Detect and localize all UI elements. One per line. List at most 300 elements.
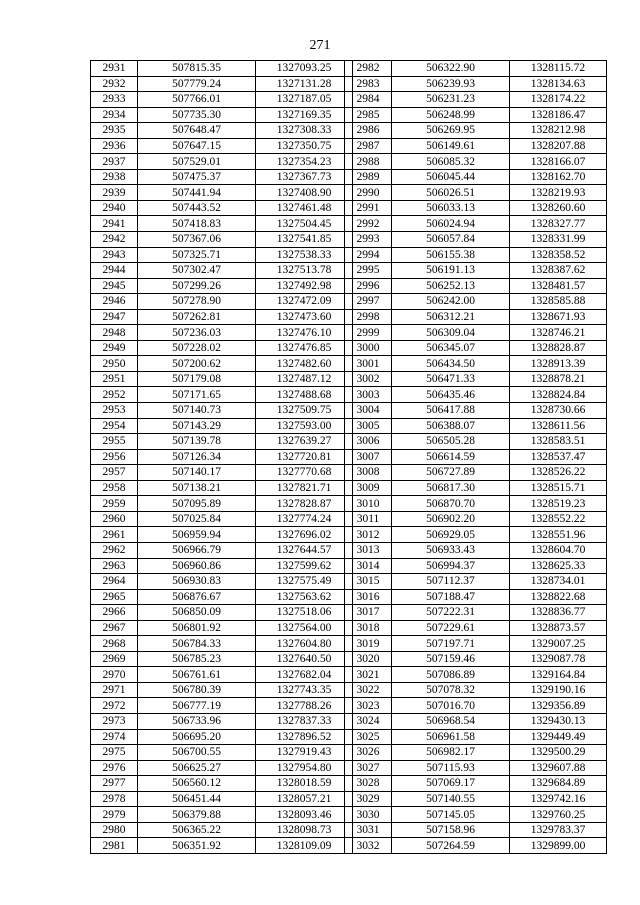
table-row xyxy=(91,636,353,652)
table-row xyxy=(91,216,353,232)
table-row xyxy=(91,371,353,387)
table-row xyxy=(91,558,353,574)
x-coordinate-cell: 506239.93 xyxy=(392,76,510,92)
point-number-cell: 2962 xyxy=(91,542,138,558)
table-row xyxy=(91,200,353,216)
y-coordinate-cell: 1328515.71 xyxy=(510,480,607,496)
table-row xyxy=(345,169,607,185)
table-row xyxy=(91,465,353,481)
table-row xyxy=(91,527,353,543)
y-coordinate-cell: 1328260.60 xyxy=(510,200,607,216)
table-row xyxy=(91,76,353,92)
x-coordinate-cell: 506471.33 xyxy=(392,371,510,387)
y-coordinate-cell: 1327518.06 xyxy=(256,605,353,621)
table-row xyxy=(345,682,607,698)
table-row xyxy=(91,511,353,527)
y-coordinate-cell: 1327821.71 xyxy=(256,480,353,496)
y-coordinate-cell: 1329007.25 xyxy=(510,636,607,652)
y-coordinate-cell: 1327350.75 xyxy=(256,138,353,154)
y-coordinate-cell: 1328166.07 xyxy=(510,154,607,170)
point-number-cell: 2973 xyxy=(91,713,138,729)
x-coordinate-cell: 507200.62 xyxy=(138,356,256,372)
y-coordinate-cell: 1328671.93 xyxy=(510,309,607,325)
table-row xyxy=(345,418,607,434)
x-coordinate-cell: 506312.21 xyxy=(392,309,510,325)
x-coordinate-cell: 507078.32 xyxy=(392,682,510,698)
x-coordinate-cell: 506149.61 xyxy=(392,138,510,154)
point-number-cell: 2959 xyxy=(91,496,138,512)
table-row xyxy=(91,263,353,279)
y-coordinate-cell: 1327788.26 xyxy=(256,698,353,714)
point-number-cell: 2987 xyxy=(345,138,392,154)
x-coordinate-cell: 506933.43 xyxy=(392,542,510,558)
y-coordinate-cell: 1329356.89 xyxy=(510,698,607,714)
y-coordinate-cell: 1329742.16 xyxy=(510,791,607,807)
coordinates-table-left xyxy=(90,60,353,854)
x-coordinate-cell: 506982.17 xyxy=(392,745,510,761)
y-coordinate-cell: 1329500.29 xyxy=(510,745,607,761)
point-number-cell: 3008 xyxy=(345,465,392,481)
table-row xyxy=(91,232,353,248)
y-coordinate-cell: 1328734.01 xyxy=(510,574,607,590)
x-coordinate-cell: 507302.47 xyxy=(138,263,256,279)
point-number-cell: 2981 xyxy=(91,838,138,854)
table-row xyxy=(345,605,607,621)
x-coordinate-cell: 507140.55 xyxy=(392,791,510,807)
x-coordinate-cell: 507443.52 xyxy=(138,200,256,216)
x-coordinate-cell: 507367.06 xyxy=(138,232,256,248)
x-coordinate-cell: 506024.94 xyxy=(392,216,510,232)
x-coordinate-cell: 507095.89 xyxy=(138,496,256,512)
y-coordinate-cell: 1327473.60 xyxy=(256,309,353,325)
point-number-cell: 2978 xyxy=(91,791,138,807)
point-number-cell: 2936 xyxy=(91,138,138,154)
point-number-cell: 3002 xyxy=(345,371,392,387)
x-coordinate-cell: 506959.94 xyxy=(138,527,256,543)
y-coordinate-cell: 1328481.57 xyxy=(510,278,607,294)
table-row xyxy=(91,138,353,154)
y-coordinate-cell: 1328018.59 xyxy=(256,776,353,792)
y-coordinate-cell: 1328358.52 xyxy=(510,247,607,263)
x-coordinate-cell: 506191.13 xyxy=(392,263,510,279)
table-row xyxy=(345,232,607,248)
point-number-cell: 2938 xyxy=(91,169,138,185)
x-coordinate-cell: 506817.30 xyxy=(392,480,510,496)
point-number-cell: 2992 xyxy=(345,216,392,232)
x-coordinate-cell: 507475.37 xyxy=(138,169,256,185)
table-row xyxy=(91,107,353,123)
table-row xyxy=(91,449,353,465)
x-coordinate-cell: 507766.01 xyxy=(138,92,256,108)
table-row xyxy=(345,527,607,543)
point-number-cell: 2979 xyxy=(91,807,138,823)
x-coordinate-cell: 506033.13 xyxy=(392,200,510,216)
y-coordinate-cell: 1327639.27 xyxy=(256,434,353,450)
y-coordinate-cell: 1327093.25 xyxy=(256,61,353,77)
point-number-cell: 3011 xyxy=(345,511,392,527)
y-coordinate-cell: 1327919.43 xyxy=(256,745,353,761)
x-coordinate-cell: 507086.89 xyxy=(392,667,510,683)
point-number-cell: 2982 xyxy=(345,61,392,77)
table-row xyxy=(91,247,353,263)
point-number-cell: 3001 xyxy=(345,356,392,372)
point-number-cell: 3021 xyxy=(345,667,392,683)
table-row xyxy=(91,356,353,372)
table-row xyxy=(91,154,353,170)
y-coordinate-cell: 1328552.22 xyxy=(510,511,607,527)
x-coordinate-cell: 507025.84 xyxy=(138,511,256,527)
x-coordinate-cell: 506417.88 xyxy=(392,403,510,419)
y-coordinate-cell: 1327575.49 xyxy=(256,574,353,590)
point-number-cell: 2983 xyxy=(345,76,392,92)
table-row xyxy=(91,480,353,496)
point-number-cell: 3027 xyxy=(345,760,392,776)
point-number-cell: 2991 xyxy=(345,200,392,216)
y-coordinate-cell: 1328537.47 xyxy=(510,449,607,465)
table-row xyxy=(345,822,607,838)
y-coordinate-cell: 1329449.49 xyxy=(510,729,607,745)
x-coordinate-cell: 507139.78 xyxy=(138,434,256,450)
x-coordinate-cell: 507299.26 xyxy=(138,278,256,294)
table-row xyxy=(345,667,607,683)
point-number-cell: 2945 xyxy=(91,278,138,294)
y-coordinate-cell: 1329783.37 xyxy=(510,822,607,838)
x-coordinate-cell: 507264.59 xyxy=(392,838,510,854)
table-row xyxy=(91,589,353,605)
y-coordinate-cell: 1328186.47 xyxy=(510,107,607,123)
point-number-cell: 3015 xyxy=(345,574,392,590)
point-number-cell: 2944 xyxy=(91,263,138,279)
y-coordinate-cell: 1327593.00 xyxy=(256,418,353,434)
x-coordinate-cell: 506727.89 xyxy=(392,465,510,481)
x-coordinate-cell: 506785.23 xyxy=(138,651,256,667)
table-row xyxy=(91,667,353,683)
point-number-cell: 3003 xyxy=(345,387,392,403)
x-coordinate-cell: 506870.70 xyxy=(392,496,510,512)
table-row xyxy=(91,434,353,450)
table-row xyxy=(345,791,607,807)
y-coordinate-cell: 1327367.73 xyxy=(256,169,353,185)
table-row xyxy=(345,511,607,527)
table-row xyxy=(91,61,353,77)
point-number-cell: 2994 xyxy=(345,247,392,263)
y-coordinate-cell: 1327482.60 xyxy=(256,356,353,372)
x-coordinate-cell: 507112.37 xyxy=(392,574,510,590)
table-row xyxy=(91,340,353,356)
table-row xyxy=(345,107,607,123)
y-coordinate-cell: 1327492.98 xyxy=(256,278,353,294)
table-row xyxy=(345,61,607,77)
table-row xyxy=(91,542,353,558)
x-coordinate-cell: 507229.61 xyxy=(392,620,510,636)
point-number-cell: 2935 xyxy=(91,123,138,139)
page-number: 271 xyxy=(309,38,331,53)
y-coordinate-cell: 1327599.62 xyxy=(256,558,353,574)
table-row xyxy=(345,729,607,745)
point-number-cell: 2998 xyxy=(345,309,392,325)
x-coordinate-cell: 507441.94 xyxy=(138,185,256,201)
table-body-left xyxy=(91,61,353,854)
y-coordinate-cell: 1328611.56 xyxy=(510,418,607,434)
point-number-cell: 3018 xyxy=(345,620,392,636)
table-row xyxy=(345,92,607,108)
x-coordinate-cell: 507126.34 xyxy=(138,449,256,465)
point-number-cell: 2949 xyxy=(91,340,138,356)
x-coordinate-cell: 506876.67 xyxy=(138,589,256,605)
point-number-cell: 2977 xyxy=(91,776,138,792)
x-coordinate-cell: 506801.92 xyxy=(138,620,256,636)
x-coordinate-cell: 507325.71 xyxy=(138,247,256,263)
table-row xyxy=(345,340,607,356)
y-coordinate-cell: 1328519.23 xyxy=(510,496,607,512)
table-row xyxy=(345,745,607,761)
point-number-cell: 2963 xyxy=(91,558,138,574)
y-coordinate-cell: 1328331.99 xyxy=(510,232,607,248)
point-number-cell: 3004 xyxy=(345,403,392,419)
x-coordinate-cell: 506345.07 xyxy=(392,340,510,356)
table-row xyxy=(91,651,353,667)
point-number-cell: 2956 xyxy=(91,449,138,465)
y-coordinate-cell: 1328583.51 xyxy=(510,434,607,450)
point-number-cell: 2960 xyxy=(91,511,138,527)
y-coordinate-cell: 1327896.52 xyxy=(256,729,353,745)
point-number-cell: 2954 xyxy=(91,418,138,434)
y-coordinate-cell: 1328109.09 xyxy=(256,838,353,854)
table-row xyxy=(91,822,353,838)
x-coordinate-cell: 506252.13 xyxy=(392,278,510,294)
y-coordinate-cell: 1328604.70 xyxy=(510,542,607,558)
x-coordinate-cell: 506850.09 xyxy=(138,605,256,621)
y-coordinate-cell: 1328387.62 xyxy=(510,263,607,279)
y-coordinate-cell: 1328093.46 xyxy=(256,807,353,823)
table-row xyxy=(345,356,607,372)
point-number-cell: 2955 xyxy=(91,434,138,450)
point-number-cell: 2941 xyxy=(91,216,138,232)
table-row xyxy=(345,200,607,216)
point-number-cell: 3028 xyxy=(345,776,392,792)
point-number-cell: 2939 xyxy=(91,185,138,201)
table-row xyxy=(345,589,607,605)
y-coordinate-cell: 1329087.78 xyxy=(510,651,607,667)
table-row xyxy=(91,185,353,201)
point-number-cell: 3023 xyxy=(345,698,392,714)
y-coordinate-cell: 1327954.80 xyxy=(256,760,353,776)
x-coordinate-cell: 506309.04 xyxy=(392,325,510,341)
table-row xyxy=(91,745,353,761)
point-number-cell: 3022 xyxy=(345,682,392,698)
x-coordinate-cell: 507179.08 xyxy=(138,371,256,387)
point-number-cell: 2972 xyxy=(91,698,138,714)
point-number-cell: 2986 xyxy=(345,123,392,139)
y-coordinate-cell: 1328913.39 xyxy=(510,356,607,372)
point-number-cell: 2999 xyxy=(345,325,392,341)
table-row xyxy=(91,791,353,807)
y-coordinate-cell: 1327564.00 xyxy=(256,620,353,636)
y-coordinate-cell: 1327538.33 xyxy=(256,247,353,263)
point-number-cell: 2943 xyxy=(91,247,138,263)
point-number-cell: 2947 xyxy=(91,309,138,325)
point-number-cell: 2990 xyxy=(345,185,392,201)
y-coordinate-cell: 1329684.89 xyxy=(510,776,607,792)
point-number-cell: 3019 xyxy=(345,636,392,652)
point-number-cell: 3010 xyxy=(345,496,392,512)
y-coordinate-cell: 1327563.62 xyxy=(256,589,353,605)
table-row xyxy=(91,713,353,729)
x-coordinate-cell: 507143.29 xyxy=(138,418,256,434)
y-coordinate-cell: 1328207.88 xyxy=(510,138,607,154)
point-number-cell: 3017 xyxy=(345,605,392,621)
y-coordinate-cell: 1327187.05 xyxy=(256,92,353,108)
y-coordinate-cell: 1329164.84 xyxy=(510,667,607,683)
table-row xyxy=(345,216,607,232)
y-coordinate-cell: 1327743.35 xyxy=(256,682,353,698)
table-row xyxy=(345,651,607,667)
point-number-cell: 3009 xyxy=(345,480,392,496)
table-row xyxy=(91,169,353,185)
table-row xyxy=(345,776,607,792)
y-coordinate-cell: 1328115.72 xyxy=(510,61,607,77)
point-number-cell: 2967 xyxy=(91,620,138,636)
point-number-cell: 2970 xyxy=(91,667,138,683)
table-row xyxy=(91,605,353,621)
table-row xyxy=(345,807,607,823)
point-number-cell: 2934 xyxy=(91,107,138,123)
table-row xyxy=(345,76,607,92)
table-row xyxy=(345,713,607,729)
point-number-cell: 2951 xyxy=(91,371,138,387)
x-coordinate-cell: 507648.47 xyxy=(138,123,256,139)
point-number-cell: 2952 xyxy=(91,387,138,403)
table-row xyxy=(91,278,353,294)
table-row xyxy=(345,309,607,325)
table-row xyxy=(91,698,353,714)
point-number-cell: 2968 xyxy=(91,636,138,652)
y-coordinate-cell: 1328057.21 xyxy=(256,791,353,807)
table-row xyxy=(345,123,607,139)
y-coordinate-cell: 1328212.98 xyxy=(510,123,607,139)
table-row xyxy=(345,449,607,465)
y-coordinate-cell: 1327828.87 xyxy=(256,496,353,512)
x-coordinate-cell: 506929.05 xyxy=(392,527,510,543)
x-coordinate-cell: 506388.07 xyxy=(392,418,510,434)
x-coordinate-cell: 506994.37 xyxy=(392,558,510,574)
point-number-cell: 2988 xyxy=(345,154,392,170)
x-coordinate-cell: 507815.35 xyxy=(138,61,256,77)
table-row xyxy=(91,123,353,139)
point-number-cell: 2996 xyxy=(345,278,392,294)
x-coordinate-cell: 507138.21 xyxy=(138,480,256,496)
table-row xyxy=(91,309,353,325)
y-coordinate-cell: 1327487.12 xyxy=(256,371,353,387)
x-coordinate-cell: 506322.90 xyxy=(392,61,510,77)
table-row xyxy=(91,729,353,745)
y-coordinate-cell: 1327308.33 xyxy=(256,123,353,139)
table-row xyxy=(345,371,607,387)
y-coordinate-cell: 1327541.85 xyxy=(256,232,353,248)
point-number-cell: 2931 xyxy=(91,61,138,77)
table-row xyxy=(345,480,607,496)
point-number-cell: 2966 xyxy=(91,605,138,621)
x-coordinate-cell: 507779.24 xyxy=(138,76,256,92)
y-coordinate-cell: 1327513.78 xyxy=(256,263,353,279)
x-coordinate-cell: 507222.31 xyxy=(392,605,510,621)
table-row xyxy=(345,154,607,170)
table-row xyxy=(345,294,607,310)
x-coordinate-cell: 507228.02 xyxy=(138,340,256,356)
y-coordinate-cell: 1328134.63 xyxy=(510,76,607,92)
x-coordinate-cell: 506085.32 xyxy=(392,154,510,170)
x-coordinate-cell: 507016.70 xyxy=(392,698,510,714)
x-coordinate-cell: 507197.71 xyxy=(392,636,510,652)
point-number-cell: 3012 xyxy=(345,527,392,543)
y-coordinate-cell: 1327837.33 xyxy=(256,713,353,729)
point-number-cell: 2940 xyxy=(91,200,138,216)
point-number-cell: 2933 xyxy=(91,92,138,108)
point-number-cell: 2989 xyxy=(345,169,392,185)
y-coordinate-cell: 1328828.87 xyxy=(510,340,607,356)
y-coordinate-cell: 1328162.70 xyxy=(510,169,607,185)
y-coordinate-cell: 1328822.68 xyxy=(510,589,607,605)
y-coordinate-cell: 1327720.81 xyxy=(256,449,353,465)
x-coordinate-cell: 506155.38 xyxy=(392,247,510,263)
x-coordinate-cell: 507145.05 xyxy=(392,807,510,823)
x-coordinate-cell: 507159.46 xyxy=(392,651,510,667)
table-row xyxy=(91,403,353,419)
y-coordinate-cell: 1329430.13 xyxy=(510,713,607,729)
x-coordinate-cell: 506434.50 xyxy=(392,356,510,372)
x-coordinate-cell: 506435.46 xyxy=(392,387,510,403)
y-coordinate-cell: 1327476.10 xyxy=(256,325,353,341)
x-coordinate-cell: 506625.27 xyxy=(138,760,256,776)
y-coordinate-cell: 1327509.75 xyxy=(256,403,353,419)
point-number-cell: 3007 xyxy=(345,449,392,465)
x-coordinate-cell: 506614.59 xyxy=(392,449,510,465)
table-row xyxy=(91,760,353,776)
x-coordinate-cell: 506242.00 xyxy=(392,294,510,310)
table-row xyxy=(345,574,607,590)
y-coordinate-cell: 1327408.90 xyxy=(256,185,353,201)
table-row xyxy=(345,636,607,652)
point-number-cell: 2957 xyxy=(91,465,138,481)
x-coordinate-cell: 507236.03 xyxy=(138,325,256,341)
table-row xyxy=(345,496,607,512)
y-coordinate-cell: 1328878.21 xyxy=(510,371,607,387)
x-coordinate-cell: 506961.58 xyxy=(392,729,510,745)
table-row xyxy=(345,403,607,419)
point-number-cell: 3030 xyxy=(345,807,392,823)
y-coordinate-cell: 1329607.88 xyxy=(510,760,607,776)
point-number-cell: 2946 xyxy=(91,294,138,310)
y-coordinate-cell: 1327640.50 xyxy=(256,651,353,667)
y-coordinate-cell: 1328730.66 xyxy=(510,403,607,419)
point-number-cell: 3026 xyxy=(345,745,392,761)
x-coordinate-cell: 507115.93 xyxy=(392,760,510,776)
x-coordinate-cell: 507262.81 xyxy=(138,309,256,325)
y-coordinate-cell: 1327770.68 xyxy=(256,465,353,481)
y-coordinate-cell: 1327696.02 xyxy=(256,527,353,543)
x-coordinate-cell: 506379.88 xyxy=(138,807,256,823)
table-row xyxy=(345,387,607,403)
point-number-cell: 2984 xyxy=(345,92,392,108)
point-number-cell: 3032 xyxy=(345,838,392,854)
x-coordinate-cell: 507278.90 xyxy=(138,294,256,310)
table-row xyxy=(91,294,353,310)
point-number-cell: 2958 xyxy=(91,480,138,496)
y-coordinate-cell: 1327476.85 xyxy=(256,340,353,356)
table-row xyxy=(345,760,607,776)
table-row xyxy=(91,807,353,823)
y-coordinate-cell: 1328327.77 xyxy=(510,216,607,232)
